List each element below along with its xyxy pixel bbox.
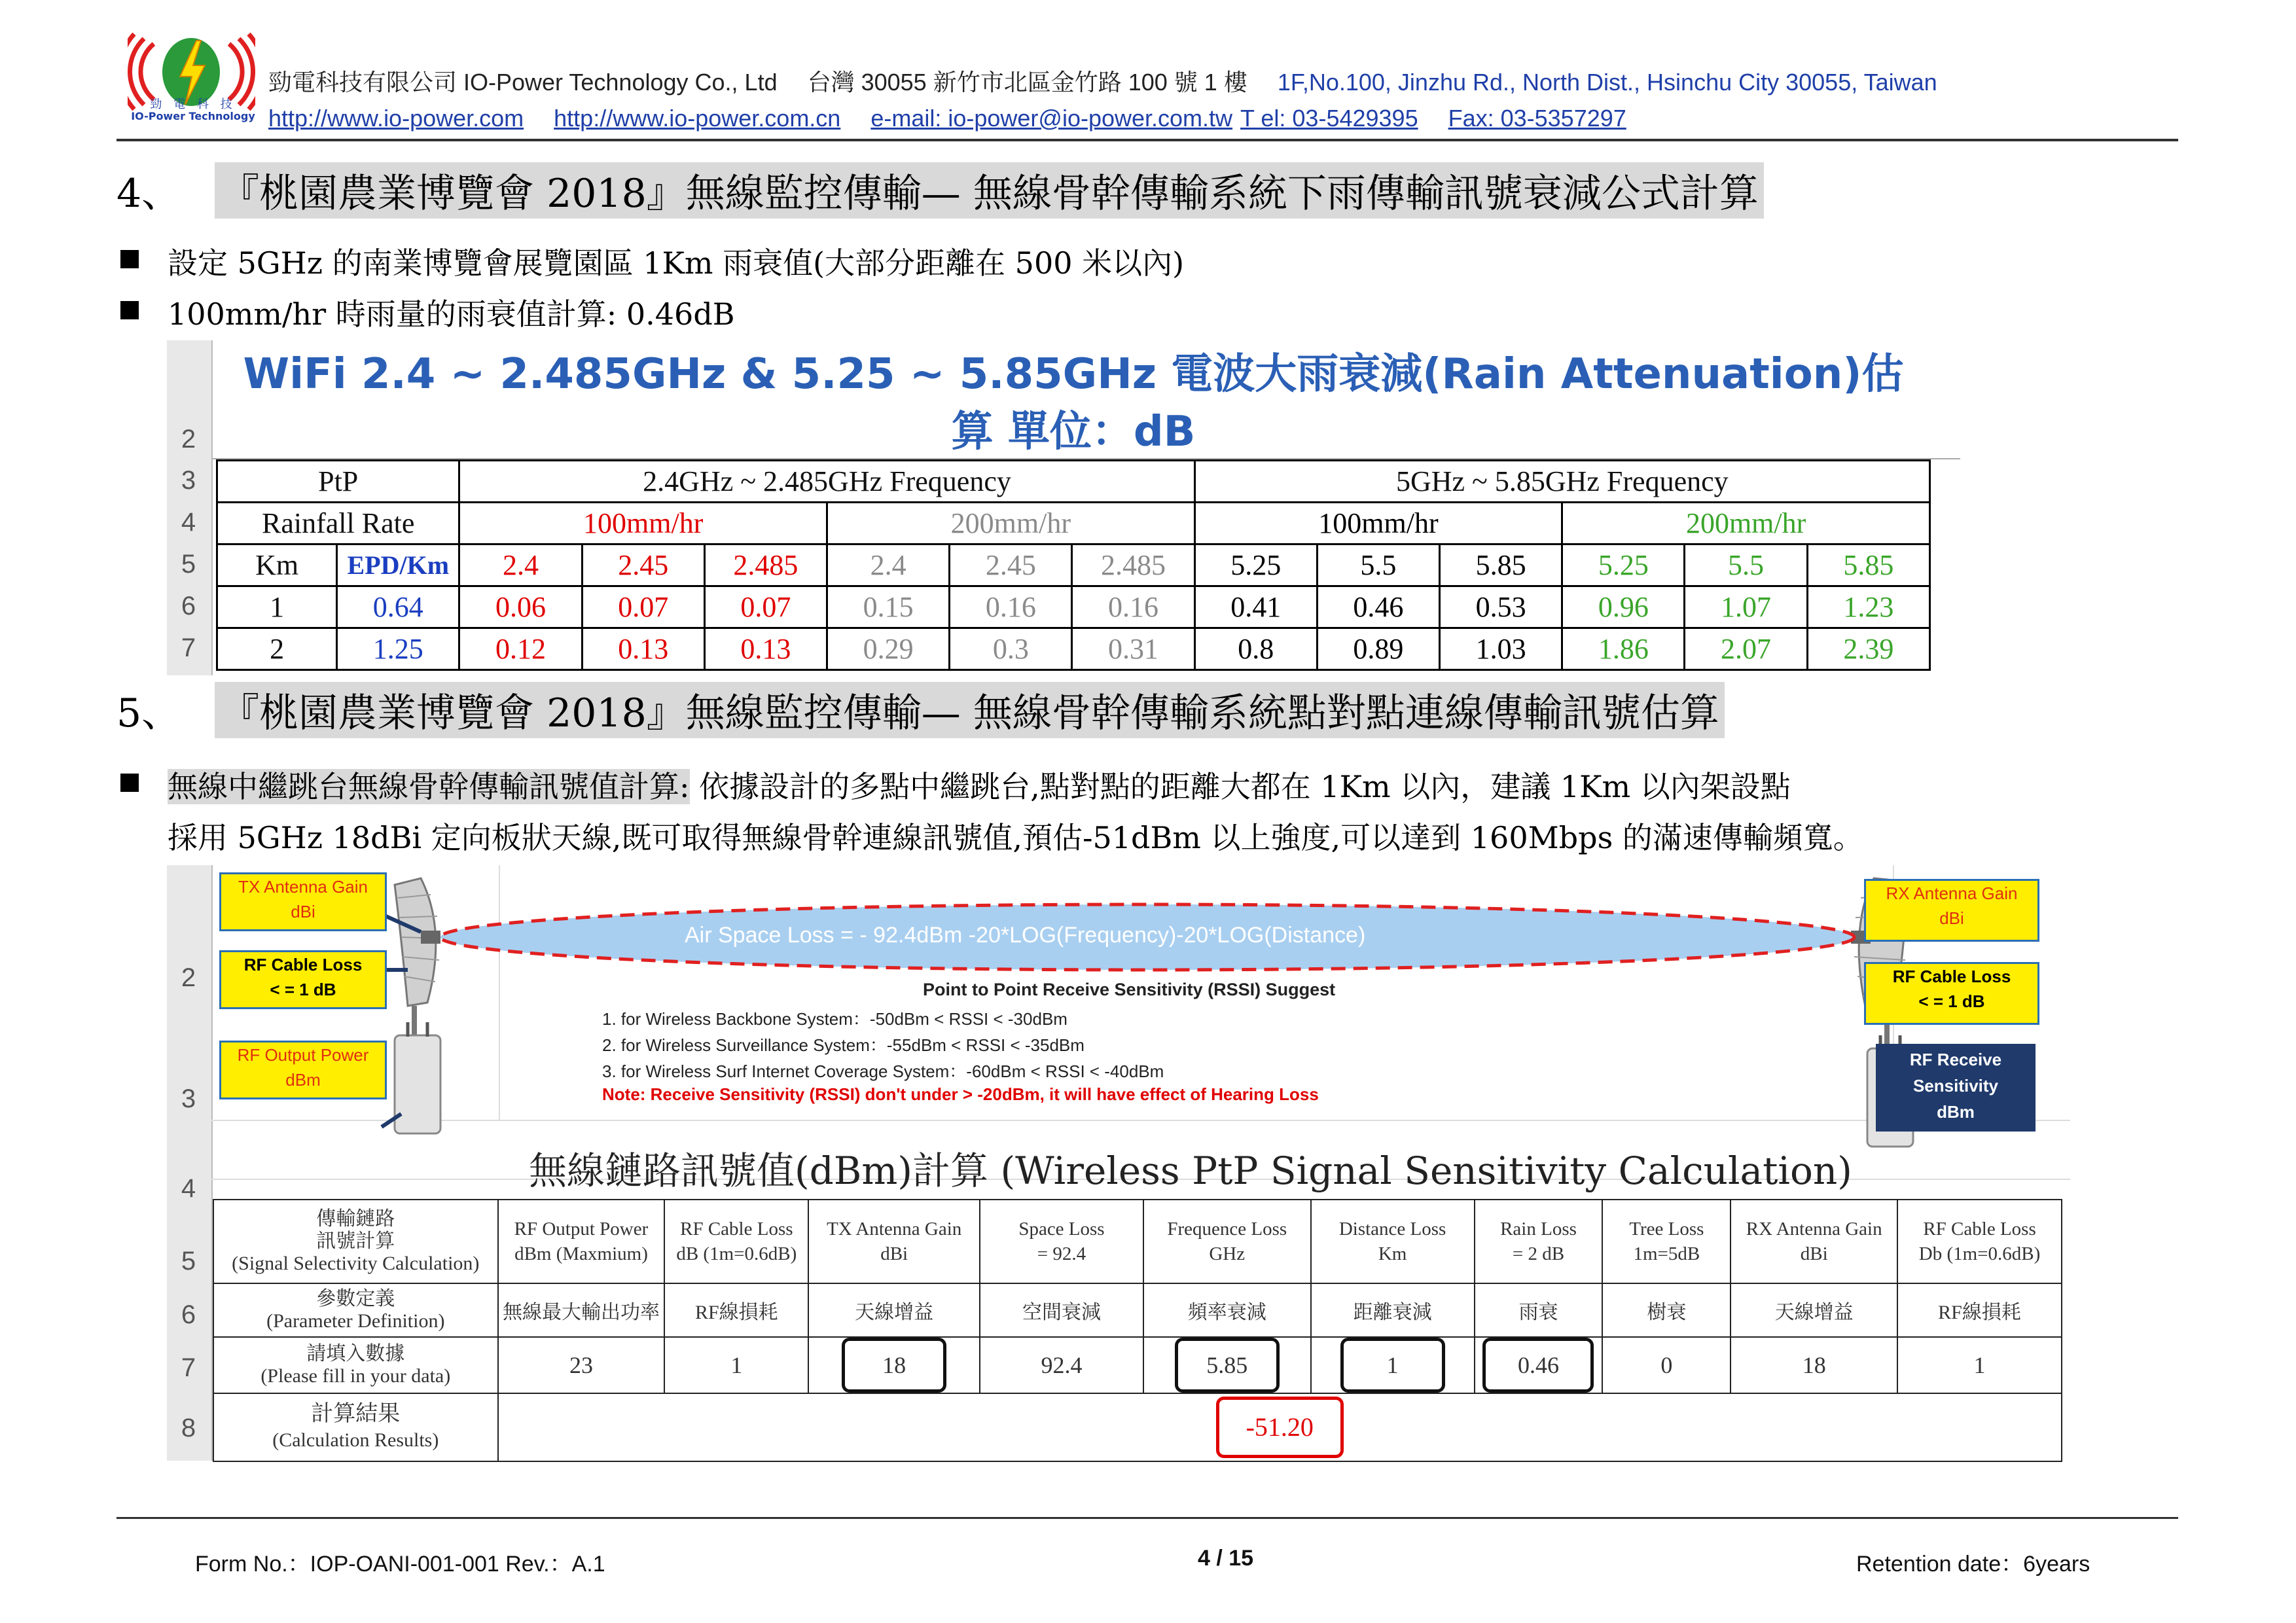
col-header: RX Antenna Gain dBi — [1731, 1200, 1897, 1283]
page-number: 4 / 15 — [1198, 1546, 1254, 1571]
input-frequency[interactable]: 5.85 — [1143, 1337, 1311, 1393]
value-cell: 0.13 — [582, 628, 704, 670]
input-rain-loss[interactable]: 0.46 — [1475, 1337, 1603, 1393]
param-def-cell: 雨衰 — [1475, 1283, 1603, 1337]
section4-number: 4、 — [117, 171, 181, 217]
section4-title: 『桃園農業博覽會 2018』無線監控傳輸— 無線骨幹傳輸系統下雨傳輸訊號衰減公式計算 — [215, 162, 1764, 219]
value-cell: 0.07 — [704, 586, 827, 628]
bullet-square-icon — [120, 774, 139, 792]
rate-100-24: 100mm/hr — [459, 503, 827, 544]
rain-title-line2: 算 單位：dB — [951, 408, 1196, 456]
calculation-result: -51.20 — [1216, 1397, 1344, 1458]
website-link-cn[interactable]: http://www.io-power.com.cn — [554, 105, 841, 132]
value-cell: 0.06 — [459, 586, 582, 628]
row-number: 4 — [181, 508, 196, 537]
table-row — [217, 586, 1930, 628]
freq-cell: 2.485 — [1072, 544, 1194, 586]
value-cell: 0.89 — [1317, 628, 1439, 670]
value-cell: 0.15 — [827, 586, 950, 628]
col-header: RF Cable Loss Db (1m=0.6dB) — [1897, 1200, 2062, 1283]
epd-label: EPD/Km — [337, 544, 459, 586]
ptp-label: PtP — [217, 461, 459, 503]
rssi-note: Note: Receive Sensitivity (RSSI) don't under > -20dBm, it will have effect of Hearing Loss — [602, 1084, 1319, 1104]
row-number: 6 — [181, 1300, 196, 1329]
retention-date: Retention date：6years — [1856, 1552, 2090, 1577]
tx-radio-box-icon — [395, 1022, 440, 1133]
value-cell: 0.96 — [1562, 586, 1685, 628]
freq-cell: 5.25 — [1194, 544, 1317, 586]
row-label-result: 計算結果 (Calculation Results) — [213, 1393, 498, 1461]
email-link[interactable]: e-mail: io-power@io-power.com.tw — [870, 105, 1233, 132]
freq-cell: 2.45 — [950, 544, 1072, 586]
row-number: 6 — [181, 592, 196, 620]
input-distance[interactable]: 1 — [1311, 1337, 1475, 1393]
rf-cable-loss-left-callout: RF Cable Loss < = 1 dB — [219, 950, 387, 1009]
freq-24-header: 2.4GHz ~ 2.485GHz Frequency — [459, 461, 1194, 503]
input-rf-cable-loss[interactable]: 1 — [664, 1337, 808, 1393]
freq-cell: 5.85 — [1440, 544, 1562, 586]
freq-cell: 2.4 — [827, 544, 950, 586]
bullet-square-icon — [120, 301, 139, 319]
col-header: Tree Loss 1m=5dB — [1602, 1200, 1731, 1283]
signal-calculation-table — [213, 1199, 2062, 1462]
section5-number: 5、 — [117, 690, 181, 736]
value-cell: 0.29 — [827, 628, 950, 670]
table-row — [217, 628, 1930, 670]
calc-table-title: 無線鏈路訊號值(dBm)計算 (Wireless PtP Signal Sensitivity Calculation) — [529, 1149, 1852, 1193]
value-cell: 0.41 — [1194, 586, 1317, 628]
rssi-suggest-title: Point to Point Receive Sensitivity (RSSI) Suggest — [923, 980, 1336, 999]
rate-100-5: 100mm/hr — [1194, 503, 1562, 544]
freq-5-header: 5GHz ~ 5.85GHz Frequency — [1194, 461, 1929, 503]
col-header: Frequence Loss GHz — [1143, 1200, 1311, 1283]
section5-title: 『桃園農業博覽會 2018』無線監控傳輸— 無線骨幹傳輸系統點對點連線傳輸訊號估算 — [215, 682, 1725, 738]
param-def-cell: 樹衰 — [1602, 1283, 1731, 1337]
footer-divider — [117, 1517, 2178, 1519]
value-cell: 0.3 — [950, 628, 1072, 670]
rssi-item-1: 1. for Wireless Backbone System：-50dBm < RSSI < -30dBm — [602, 1009, 1067, 1029]
value-cell: 1.03 — [1440, 628, 1562, 670]
freq-cell: 2.4 — [459, 544, 582, 586]
telephone: T el: 03-5429395 — [1240, 105, 1418, 132]
row-label-signal-calc: 傳輸鏈路 訊號計算 (Signal Selectivity Calculation) — [213, 1200, 498, 1283]
freq-cell: 2.45 — [582, 544, 704, 586]
bullet-rest: 依據設計的多點中繼跳台,點對點的距離大都在 1Km 以內，建議 1Km 以內架設點 — [689, 769, 1791, 804]
table-row — [213, 1337, 2062, 1393]
company-name: 勁電科技有限公司 IO-Power Technology Co., Ltd — [268, 69, 778, 96]
km-label: Km — [217, 544, 337, 586]
value-cell: 2.39 — [1807, 628, 1929, 670]
param-def-cell: 頻率衰減 — [1143, 1283, 1311, 1337]
tx-antenna-gain-callout: TX Antenna Gain dBi — [219, 872, 387, 931]
rssi-item-3: 3. for Wireless Surf Internet Coverage System：-60dBm < RSSI < -40dBm — [602, 1061, 1164, 1081]
param-def-cell: 距離衰減 — [1311, 1283, 1475, 1337]
value-cell: 0.8 — [1194, 628, 1317, 670]
input-rf-cable-loss-rx[interactable]: 1 — [1897, 1337, 2062, 1393]
result-cell — [498, 1393, 2062, 1461]
col-header: RF Cable Loss dB (1m=0.6dB) — [664, 1200, 808, 1283]
input-rf-output-power[interactable]: 23 — [498, 1337, 665, 1393]
row-number: 2 — [181, 425, 196, 454]
input-space-loss[interactable]: 92.4 — [980, 1337, 1143, 1393]
header-contact-line — [268, 105, 1657, 132]
header-divider — [117, 139, 2178, 141]
section5-bullet-line2: 採用 5GHz 18dBi 定向板狀天線,既可取得無線骨幹連線訊號值,預估-51dBm 以上強度,可以達到 160Mbps 的滿速傳輸頻寬。 — [168, 820, 1863, 855]
row-number: 5 — [181, 550, 196, 579]
row-number: 2 — [181, 963, 196, 992]
value-cell: 0.46 — [1317, 586, 1439, 628]
row-number: 5 — [181, 1247, 196, 1275]
col-header: Rain Loss = 2 dB — [1475, 1200, 1603, 1283]
freq-cell: 2.485 — [704, 544, 827, 586]
row-number: 4 — [181, 1174, 196, 1203]
row-label-param-def: 參數定義 (Parameter Definition) — [213, 1283, 498, 1337]
section4-bullet2: 100mm/hr 時雨量的雨衰值計算: 0.46dB — [168, 296, 735, 332]
freq-cell: 5.5 — [1317, 544, 1439, 586]
rain-attenuation-table — [216, 459, 1931, 671]
param-def-cell: 天線增益 — [1731, 1283, 1897, 1337]
bullet-highlight: 無線中繼跳台無線骨幹傳輸訊號值計算: — [168, 769, 690, 804]
website-link-com[interactable]: http://www.io-power.com — [268, 105, 524, 132]
param-def-cell: 空間衰減 — [980, 1283, 1143, 1337]
col-header: Distance Loss Km — [1311, 1200, 1475, 1283]
input-tree-loss[interactable]: 0 — [1602, 1337, 1731, 1393]
logo-text-cn: 勁 電 科 技 — [150, 98, 236, 111]
value-cell: 0.53 — [1440, 586, 1562, 628]
param-def-cell: 無線最大輸出功率 — [498, 1283, 665, 1337]
row-number: 7 — [181, 1353, 196, 1382]
rssi-item-2: 2. for Wireless Surveillance System：-55dBm < RSSI < -35dBm — [602, 1035, 1085, 1055]
row-label-input: 請填入數據 (Please fill in your data) — [213, 1337, 498, 1393]
section4-bullet1: 設定 5GHz 的南業博覽會展覽園區 1Km 雨衰值(大部分距離在 500 米以內) — [168, 245, 1185, 281]
table-row — [213, 1393, 2062, 1461]
table-row — [217, 503, 1930, 544]
freq-cell: 5.85 — [1807, 544, 1929, 586]
row-number: 7 — [181, 633, 196, 662]
km-cell: 1 — [217, 586, 337, 628]
ptp-link-diagram — [211, 865, 2070, 1153]
value-cell: 0.16 — [950, 586, 1072, 628]
value-cell: 1.07 — [1685, 586, 1807, 628]
rate-200-5: 200mm/hr — [1562, 503, 1930, 544]
table-row — [217, 461, 1930, 503]
rf-cable-loss-right-callout: RF Cable Loss < = 1 dB — [1864, 962, 2039, 1025]
value-cell: 0.13 — [704, 628, 827, 670]
table-row — [217, 544, 1930, 586]
epd-cell: 1.25 — [337, 628, 459, 670]
address-cn: 台灣 30055 新竹市北區金竹路 100 號 1 樓 — [807, 69, 1247, 96]
fax: Fax: 03-5357297 — [1448, 105, 1626, 132]
air-space-loss-formula: Air Space Loss = - 92.4dBm -20*LOG(Frequency)-20*LOG(Distance) — [685, 923, 1366, 948]
value-cell: 2.07 — [1685, 628, 1807, 670]
row-number-list — [169, 419, 208, 669]
km-cell: 2 — [217, 628, 337, 670]
value-cell: 1.23 — [1807, 586, 1929, 628]
rainfall-rate-label: Rainfall Rate — [217, 503, 459, 544]
logo-text-en: IO-Power Technology — [131, 110, 255, 122]
rate-200-24: 200mm/hr — [827, 503, 1195, 544]
rain-table-title — [216, 346, 1931, 461]
param-def-cell: 天線增益 — [808, 1283, 980, 1337]
form-number: Form No.：IOP-OANI-001-001 Rev.：A.1 — [195, 1552, 605, 1577]
input-tx-antenna-gain[interactable]: 18 — [808, 1337, 980, 1393]
row-number: 3 — [181, 466, 196, 495]
rf-receive-sensitivity-callout: RF Receive Sensitivity dBm — [1876, 1044, 2036, 1132]
header-company-line — [268, 64, 1967, 98]
param-def-cell: RF線損耗 — [1897, 1283, 2062, 1337]
value-cell: 0.31 — [1072, 628, 1194, 670]
rain-title-line1: WiFi 2.4 ~ 2.485GHz & 5.25 ~ 5.85GHz 電波大雨衰減(Rain Attenuation)估 — [243, 350, 1904, 399]
value-cell: 0.16 — [1072, 586, 1194, 628]
address-en: 1F,No.100, Jinzhu Rd., North Dist., Hsinchu City 30055, Taiwan — [1277, 69, 1937, 96]
param-def-cell: RF線損耗 — [664, 1283, 808, 1337]
col-header: TX Antenna Gain dBi — [808, 1200, 980, 1283]
table-row — [213, 1200, 2062, 1283]
value-cell: 1.86 — [1562, 628, 1685, 670]
value-cell: 0.07 — [582, 586, 704, 628]
col-header: RF Output Power dBm (Maxmium) — [498, 1200, 665, 1283]
rf-output-power-callout: RF Output Power dBm — [219, 1041, 387, 1099]
row-number: 3 — [181, 1084, 196, 1113]
col-header: Space Loss = 92.4 — [980, 1200, 1143, 1283]
value-cell: 0.12 — [459, 628, 582, 670]
section5-bullet-line1 — [168, 763, 1791, 806]
freq-cell: 5.25 — [1562, 544, 1685, 586]
epd-cell: 0.64 — [337, 586, 459, 628]
input-rx-antenna-gain[interactable]: 18 — [1731, 1337, 1897, 1393]
rx-antenna-gain-callout: RX Antenna Gain dBi — [1864, 879, 2039, 942]
table-row — [213, 1283, 2062, 1337]
bullet-square-icon — [120, 250, 139, 268]
freq-cell: 5.5 — [1685, 544, 1807, 586]
row-number: 8 — [181, 1414, 196, 1442]
